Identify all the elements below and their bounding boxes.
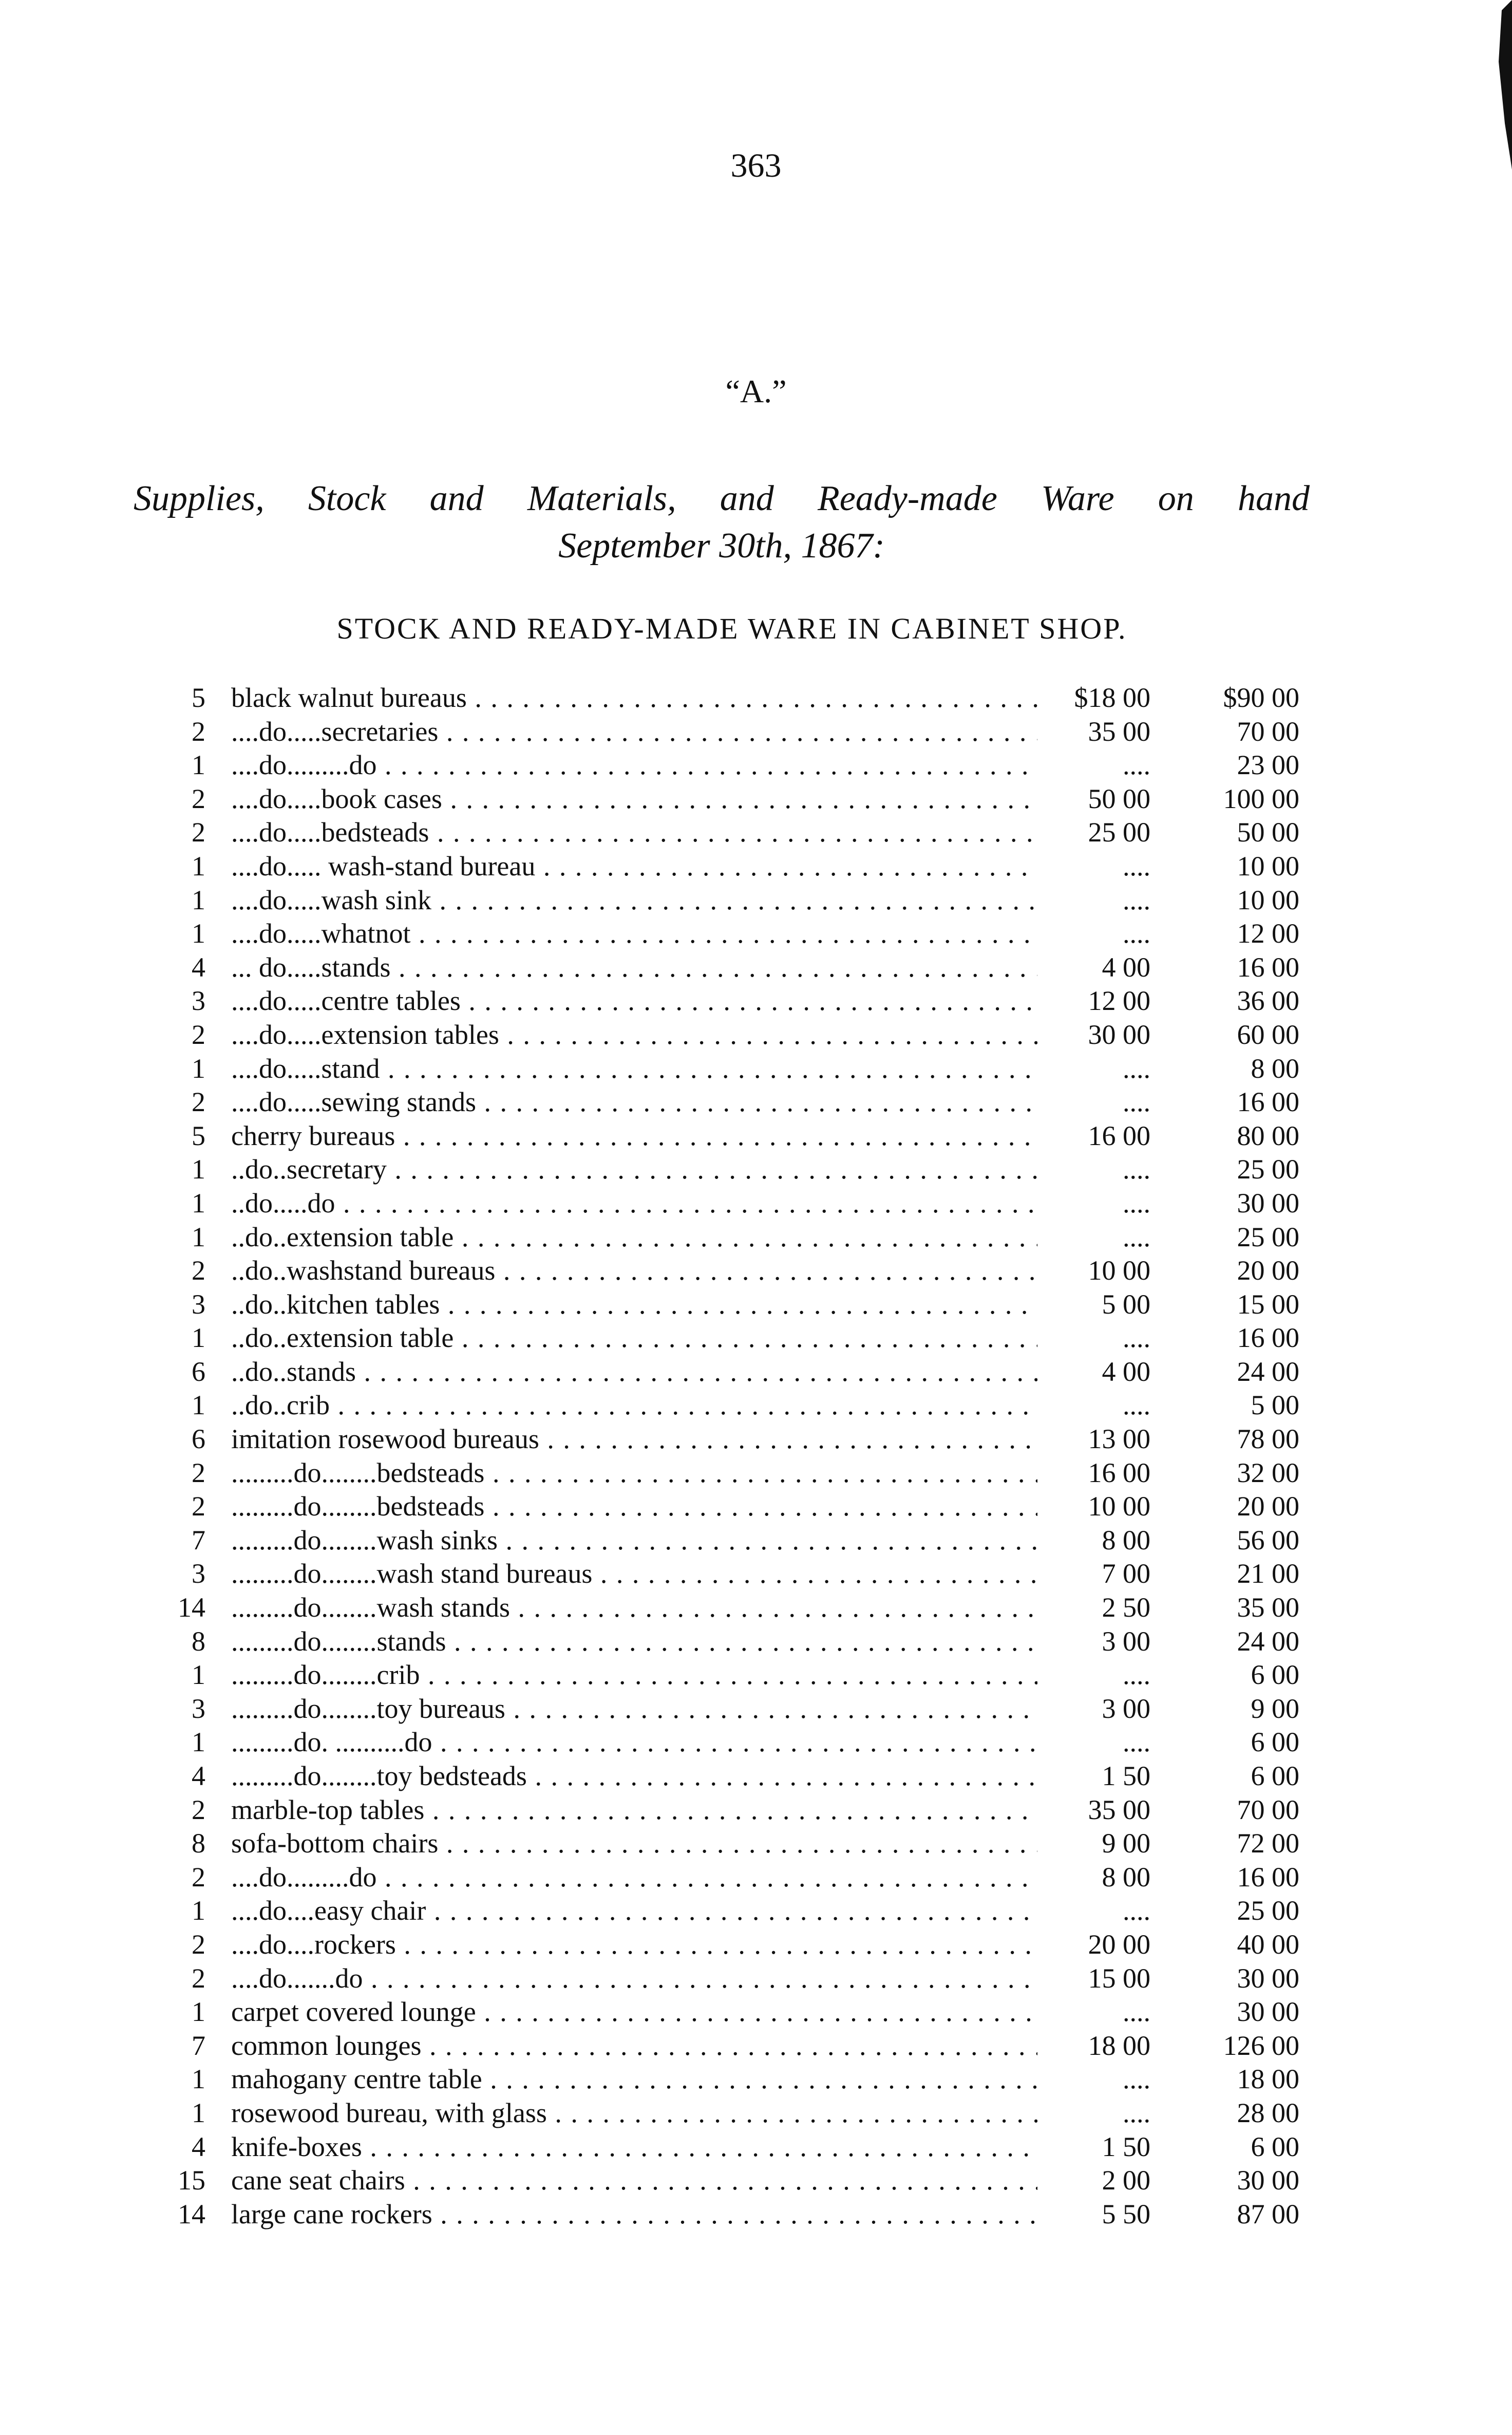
item-unit-price: 10 00 xyxy=(1037,1490,1150,1523)
inventory-row xyxy=(154,1827,1335,1861)
item-unit-price: 5 00 xyxy=(1037,1288,1150,1321)
item-unit-price: 1 50 xyxy=(1037,2130,1150,2164)
inventory-row xyxy=(154,2096,1335,2130)
item-total: 20 00 xyxy=(1237,1255,1299,1286)
inventory-row xyxy=(154,984,1335,1018)
inventory-row xyxy=(154,1625,1335,1659)
item-total: 80 00 xyxy=(1237,1120,1299,1151)
inventory-row xyxy=(154,1557,1335,1591)
item-description: large cane rockers . . . xyxy=(231,2198,1037,2231)
item-description: ....do.....centre tables . . . xyxy=(231,984,1037,1018)
item-description: ... do.....stands . . . xyxy=(231,951,1037,984)
item-description: ..do..crib . . . xyxy=(231,1389,1037,1422)
item-unit-price: .... xyxy=(1037,748,1150,782)
item-quantity: 5 xyxy=(192,682,205,713)
item-description: black walnut bureaus . . . xyxy=(231,681,1037,715)
item-total: 25 00 xyxy=(1237,1895,1299,1926)
item-quantity: 14 xyxy=(178,1592,205,1623)
inventory-row xyxy=(154,1861,1335,1895)
item-unit-price: 5 50 xyxy=(1037,2198,1150,2231)
item-description: ....do.........do . . . xyxy=(231,748,1037,782)
item-unit-price: 1 50 xyxy=(1037,1759,1150,1793)
item-description: .........do........toy bureaus . . . xyxy=(231,1692,1037,1726)
item-description: ..do..stands . . . xyxy=(231,1355,1037,1389)
inventory-row xyxy=(154,2130,1335,2164)
item-description: ..do..extension table . . . xyxy=(231,1221,1037,1254)
item-quantity: 1 xyxy=(192,918,205,949)
item-quantity: 2 xyxy=(192,716,205,747)
item-total: 5 00 xyxy=(1251,1390,1299,1421)
inventory-row xyxy=(154,748,1335,782)
item-description: marble-top tables . . . xyxy=(231,1793,1037,1827)
item-description: cane seat chairs . . . xyxy=(231,2164,1037,2197)
item-description: mahogany centre table . . . xyxy=(231,2063,1037,2096)
item-unit-price: .... xyxy=(1037,1995,1150,2029)
item-quantity: 2 xyxy=(192,817,205,848)
item-quantity: 2 xyxy=(192,783,205,814)
item-quantity: 4 xyxy=(192,2131,205,2162)
item-description: ....do.........do . . . xyxy=(231,1861,1037,1894)
item-quantity: 1 xyxy=(192,1895,205,1926)
item-description: ....do.....whatnot . . . xyxy=(231,917,1037,950)
item-quantity: 2 xyxy=(192,1861,205,1893)
item-unit-price: .... xyxy=(1037,1153,1150,1186)
item-description: ..do..secretary . . . xyxy=(231,1153,1037,1186)
item-unit-price: .... xyxy=(1037,917,1150,950)
item-total: 70 00 xyxy=(1237,716,1299,747)
item-unit-price: 35 00 xyxy=(1037,1793,1150,1827)
inventory-row xyxy=(154,1692,1335,1726)
item-quantity: 3 xyxy=(192,1693,205,1724)
item-total: 126 00 xyxy=(1223,2030,1299,2061)
inventory-row xyxy=(154,2063,1335,2096)
inventory-row xyxy=(154,917,1335,951)
item-description: .........do........bedsteads . . . xyxy=(231,1456,1037,1490)
page-edge-mark xyxy=(1495,0,1512,170)
item-unit-price: .... xyxy=(1037,1221,1150,1254)
inventory-row xyxy=(154,1524,1335,1558)
item-unit-price: 2 50 xyxy=(1037,1591,1150,1624)
item-total: 30 00 xyxy=(1237,2165,1299,2196)
item-total: 6 00 xyxy=(1251,1727,1299,1758)
inventory-row xyxy=(154,2164,1335,2198)
section-mark: “A.” xyxy=(725,373,787,409)
item-description: sofa-bottom chairs . . . xyxy=(231,1827,1037,1860)
item-unit-price: 7 00 xyxy=(1037,1557,1150,1590)
item-unit-price: 8 00 xyxy=(1037,1861,1150,1894)
item-description: .........do. ..........do . . . xyxy=(231,1726,1037,1759)
inventory-row xyxy=(154,1018,1335,1052)
item-description: ....do.....sewing stands . . . xyxy=(231,1085,1037,1119)
item-description: .........do........wash stand bureaus . . . xyxy=(231,1557,1037,1590)
item-total: 15 00 xyxy=(1237,1288,1299,1320)
inventory-row xyxy=(154,681,1335,715)
inventory-row xyxy=(154,1759,1335,1793)
item-total: 60 00 xyxy=(1237,1019,1299,1050)
item-unit-price: 8 00 xyxy=(1037,1524,1150,1557)
item-description: ....do.....secretaries . . . xyxy=(231,715,1037,748)
item-description: ....do....rockers . . . xyxy=(231,1928,1037,1961)
item-description: ..do..kitchen tables . . . xyxy=(231,1288,1037,1321)
item-unit-price: 30 00 xyxy=(1037,1018,1150,1052)
item-quantity: 6 xyxy=(192,1423,205,1455)
item-total: 70 00 xyxy=(1237,1794,1299,1825)
item-total: 35 00 xyxy=(1237,1592,1299,1623)
item-quantity: 2 xyxy=(192,1019,205,1050)
item-description: .........do........wash stands . . . xyxy=(231,1591,1037,1624)
item-unit-price: .... xyxy=(1037,2096,1150,2130)
inventory-row xyxy=(154,1187,1335,1221)
inventory-row xyxy=(154,1894,1335,1928)
item-quantity: 14 xyxy=(178,2198,205,2230)
item-quantity: 3 xyxy=(192,1558,205,1589)
item-total: 30 00 xyxy=(1237,1996,1299,2028)
inventory-row xyxy=(154,715,1335,749)
item-quantity: 1 xyxy=(192,2064,205,2095)
item-total: 10 00 xyxy=(1237,884,1299,915)
item-quantity: 1 xyxy=(192,850,205,882)
item-total: 24 00 xyxy=(1237,1625,1299,1657)
item-total: 87 00 xyxy=(1237,2198,1299,2230)
item-total: 25 00 xyxy=(1237,1221,1299,1252)
inventory-row xyxy=(154,2029,1335,2063)
inventory-row xyxy=(154,850,1335,884)
item-quantity: 1 xyxy=(192,1727,205,1758)
item-quantity: 3 xyxy=(192,1288,205,1320)
item-description: imitation rosewood bureaus . . . xyxy=(231,1422,1037,1456)
item-unit-price: 13 00 xyxy=(1037,1422,1150,1456)
item-unit-price: 4 00 xyxy=(1037,1355,1150,1389)
section-subtitle: STOCK AND READY-MADE WARE IN CABINET SHOP. xyxy=(336,612,1127,645)
title-line-1: Supplies, Stock and Materials, and Ready-made Ware on hand xyxy=(134,479,1310,518)
item-unit-price: .... xyxy=(1037,1085,1150,1119)
item-total: 100 00 xyxy=(1223,783,1299,814)
item-total: 16 00 xyxy=(1237,1087,1299,1118)
item-unit-price: .... xyxy=(1037,1726,1150,1759)
inventory-row xyxy=(154,1119,1335,1153)
item-quantity: 1 xyxy=(192,1390,205,1421)
item-quantity: 2 xyxy=(192,1255,205,1286)
item-total: 10 00 xyxy=(1237,850,1299,882)
page-title xyxy=(134,475,1310,570)
item-unit-price: .... xyxy=(1037,1052,1150,1085)
item-total: 18 00 xyxy=(1237,2064,1299,2095)
item-unit-price: 2 00 xyxy=(1037,2164,1150,2197)
inventory-row xyxy=(154,1995,1335,2029)
item-unit-price: .... xyxy=(1037,850,1150,883)
inventory-row xyxy=(154,1321,1335,1355)
item-total: 28 00 xyxy=(1237,2097,1299,2128)
item-unit-price: .... xyxy=(1037,1187,1150,1220)
item-quantity: 1 xyxy=(192,884,205,915)
inventory-row xyxy=(154,1052,1335,1086)
inventory-list xyxy=(154,681,1335,2231)
item-total: 36 00 xyxy=(1237,985,1299,1017)
item-description: ....do.....bedsteads . . . xyxy=(231,816,1037,849)
item-unit-price: 35 00 xyxy=(1037,715,1150,748)
inventory-row xyxy=(154,1726,1335,1759)
item-quantity: 8 xyxy=(192,1828,205,1859)
item-unit-price: 20 00 xyxy=(1037,1928,1150,1961)
item-total: 23 00 xyxy=(1237,750,1299,781)
inventory-row xyxy=(154,1591,1335,1625)
item-description: ....do....easy chair . . . xyxy=(231,1894,1037,1927)
item-total: 72 00 xyxy=(1237,1828,1299,1859)
item-description: carpet covered lounge . . . xyxy=(231,1995,1037,2029)
item-total: 16 00 xyxy=(1237,951,1299,983)
item-quantity: 2 xyxy=(192,1794,205,1825)
item-quantity: 1 xyxy=(192,2097,205,2128)
item-quantity: 1 xyxy=(192,750,205,781)
inventory-row xyxy=(154,951,1335,985)
item-description: ....do.....wash sink . . . xyxy=(231,884,1037,917)
item-quantity: 1 xyxy=(192,1996,205,2028)
item-total: 25 00 xyxy=(1237,1154,1299,1185)
item-total: 20 00 xyxy=(1237,1491,1299,1522)
item-total: 50 00 xyxy=(1237,817,1299,848)
item-description: .........do........crib . . . xyxy=(231,1658,1037,1692)
item-quantity: 4 xyxy=(192,1760,205,1791)
inventory-row xyxy=(154,1456,1335,1490)
item-unit-price: .... xyxy=(1037,1321,1150,1355)
item-quantity: 2 xyxy=(192,1491,205,1522)
item-description: cherry bureaus . . . xyxy=(231,1119,1037,1153)
item-description: knife-boxes . . . xyxy=(231,2130,1037,2164)
item-description: rosewood bureau, with glass . . . xyxy=(231,2096,1037,2130)
item-total: 16 00 xyxy=(1237,1861,1299,1893)
item-quantity: 1 xyxy=(192,1659,205,1691)
item-unit-price: 16 00 xyxy=(1037,1119,1150,1153)
item-quantity: 5 xyxy=(192,1120,205,1151)
item-unit-price: 15 00 xyxy=(1037,1962,1150,1995)
inventory-row xyxy=(154,1254,1335,1288)
inventory-row xyxy=(154,884,1335,917)
item-total: 9 00 xyxy=(1251,1693,1299,1724)
inventory-row xyxy=(154,1389,1335,1422)
item-total: 8 00 xyxy=(1251,1053,1299,1084)
item-description: ....do..... wash-stand bureau . . . xyxy=(231,850,1037,883)
inventory-row xyxy=(154,1355,1335,1389)
item-total: 78 00 xyxy=(1237,1423,1299,1455)
item-description: ....do.....extension tables . . . xyxy=(231,1018,1037,1052)
item-unit-price: 12 00 xyxy=(1037,984,1150,1018)
item-quantity: 1 xyxy=(192,1221,205,1252)
item-quantity: 2 xyxy=(192,1928,205,1960)
inventory-row xyxy=(154,1422,1335,1456)
item-description: .........do........stands . . . xyxy=(231,1625,1037,1658)
item-description: .........do........toy bedsteads . . . xyxy=(231,1759,1037,1793)
item-unit-price: 10 00 xyxy=(1037,1254,1150,1287)
item-total: 40 00 xyxy=(1237,1928,1299,1960)
item-quantity: 3 xyxy=(192,985,205,1017)
item-quantity: 1 xyxy=(192,1187,205,1219)
item-description: ....do.......do . . . xyxy=(231,1962,1037,1995)
item-total: 30 00 xyxy=(1237,1962,1299,1994)
item-unit-price: 18 00 xyxy=(1037,2029,1150,2063)
item-total: 24 00 xyxy=(1237,1356,1299,1387)
inventory-row xyxy=(154,1153,1335,1187)
item-total: 56 00 xyxy=(1237,1524,1299,1556)
item-quantity: 2 xyxy=(192,1087,205,1118)
inventory-row xyxy=(154,782,1335,816)
inventory-row xyxy=(154,1928,1335,1962)
item-unit-price: 16 00 xyxy=(1037,1456,1150,1490)
item-unit-price: .... xyxy=(1037,2063,1150,2096)
item-total: 30 00 xyxy=(1237,1187,1299,1219)
inventory-row xyxy=(154,1288,1335,1322)
item-description: ....do.....book cases . . . xyxy=(231,782,1037,816)
item-total: 16 00 xyxy=(1237,1322,1299,1354)
item-description: ..do..extension table . . . xyxy=(231,1321,1037,1355)
item-unit-price: .... xyxy=(1037,1389,1150,1422)
item-unit-price: .... xyxy=(1037,1894,1150,1927)
inventory-row xyxy=(154,1221,1335,1254)
item-unit-price: 3 00 xyxy=(1037,1625,1150,1658)
item-quantity: 1 xyxy=(192,1154,205,1185)
inventory-row xyxy=(154,1490,1335,1524)
item-quantity: 2 xyxy=(192,1457,205,1488)
item-quantity: 7 xyxy=(192,1524,205,1556)
item-description: ..do..washstand bureaus . . . xyxy=(231,1254,1037,1287)
inventory-row xyxy=(154,1658,1335,1692)
item-unit-price: 50 00 xyxy=(1037,782,1150,816)
page-number: 363 xyxy=(730,147,782,184)
item-unit-price: 3 00 xyxy=(1037,1692,1150,1726)
item-total: 21 00 xyxy=(1237,1558,1299,1589)
item-quantity: 2 xyxy=(192,1962,205,1994)
item-description: ....do.....stand . . . xyxy=(231,1052,1037,1085)
item-total: $90 00 xyxy=(1223,682,1299,713)
item-quantity: 7 xyxy=(192,2030,205,2061)
item-quantity: 6 xyxy=(192,1356,205,1387)
item-description: .........do........wash sinks . . . xyxy=(231,1524,1037,1557)
item-unit-price: $18 00 xyxy=(1037,681,1150,715)
page-edge-shape xyxy=(1499,0,1512,170)
item-unit-price: .... xyxy=(1037,1658,1150,1692)
item-unit-price: 9 00 xyxy=(1037,1827,1150,1860)
item-total: 12 00 xyxy=(1237,918,1299,949)
item-total: 32 00 xyxy=(1237,1457,1299,1488)
inventory-row xyxy=(154,816,1335,850)
title-line-2: September 30th, 1867: xyxy=(558,526,885,566)
item-unit-price: 4 00 xyxy=(1037,951,1150,984)
inventory-row xyxy=(154,1793,1335,1827)
item-quantity: 15 xyxy=(178,2165,205,2196)
item-total: 6 00 xyxy=(1251,2131,1299,2162)
item-quantity: 4 xyxy=(192,951,205,983)
item-quantity: 1 xyxy=(192,1053,205,1084)
inventory-row xyxy=(154,1085,1335,1119)
inventory-row xyxy=(154,2198,1335,2232)
item-description: .........do........bedsteads . . . xyxy=(231,1490,1037,1523)
item-total: 6 00 xyxy=(1251,1659,1299,1691)
item-unit-price: .... xyxy=(1037,884,1150,917)
item-total: 6 00 xyxy=(1251,1760,1299,1791)
item-description: ..do.....do . . . xyxy=(231,1187,1037,1220)
item-quantity: 1 xyxy=(192,1322,205,1354)
item-description: common lounges . . . xyxy=(231,2029,1037,2063)
inventory-row xyxy=(154,1962,1335,1996)
item-quantity: 8 xyxy=(192,1625,205,1657)
item-unit-price: 25 00 xyxy=(1037,816,1150,849)
